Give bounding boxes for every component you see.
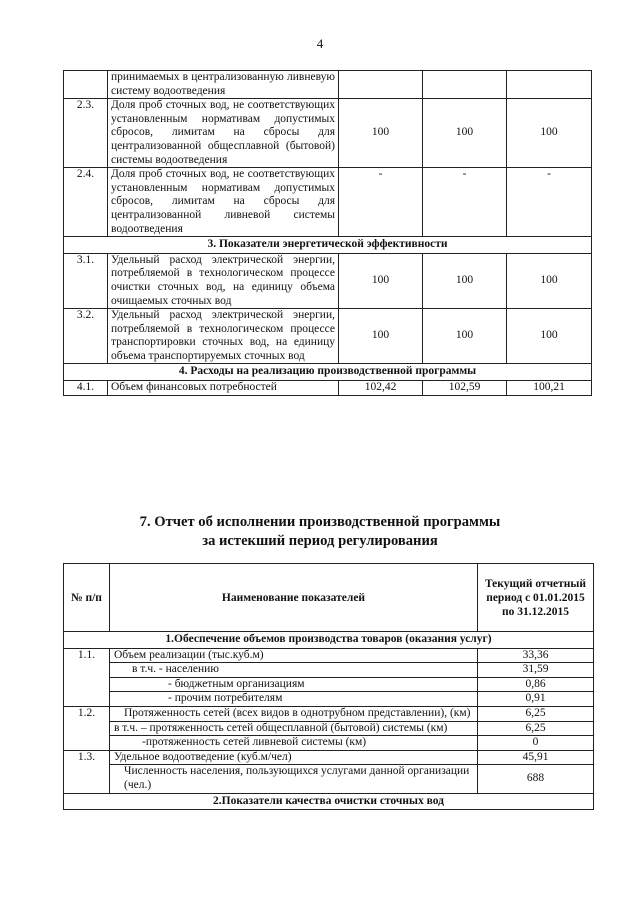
indicator-name: -протяженность сетей ливневой системы (км) [110,736,478,751]
table-row [64,648,594,663]
indicator-name: Удельный расход электрической энергии, потребляемой в технологическом процессе транспортировки сточных вод, на единицу объема транспортируемых сточных вод [108,309,339,364]
indicators-table-continued [63,70,592,396]
indicator-name: - прочим потребителям [110,692,478,707]
report-table [63,563,594,810]
row-number: 3.2. [64,309,108,364]
indicator-name: Объем финансовых потребностей [108,381,339,396]
table-row [64,706,594,721]
row-number: 1.3. [64,750,110,793]
section-header-row [64,793,594,810]
value-cell: 0 [478,736,594,751]
page-number: 4 [316,36,324,51]
value-cell: 31,59 [478,663,594,678]
column-header-number: № п/п [64,564,110,632]
indicator-name: Доля проб сточных вод, не соответствующих установленным нормативам допустимых сбросов, лимитам на сбросы для централизованной общесплавной (бытовой) системы водоотведения [108,99,339,168]
section-header-row [64,237,592,254]
table-row [64,736,594,751]
value-cell: 6,25 [478,721,594,736]
table-row [64,663,594,678]
value-cell: 100 [339,99,423,168]
value-cell: 100 [423,309,507,364]
value-cell: 100,21 [507,381,592,396]
table-row [64,168,592,237]
report-title-line1: 7. Отчет об исполнении производственной программы [139,514,501,530]
value-cell: - [507,168,592,237]
indicator-name: в т.ч. - населению [110,663,478,678]
value-cell: - [339,168,423,237]
row-number: 4.1. [64,381,108,396]
value-cell: - [423,168,507,237]
row-number: 3.1. [64,253,108,308]
value-cell: 6,25 [478,706,594,721]
column-header-name: Наименование показателей [110,564,478,632]
section-title: 1.Обеспечение объемов производства товаров (оказания услуг) [64,632,594,649]
table-row [64,253,592,308]
indicator-name: Удельное водоотведение (куб.м/чел) [110,750,478,765]
column-header-period: Текущий отчетный период с 01.01.2015 по 31.12.2015 [478,564,594,632]
row-number: 1.2. [64,706,110,750]
value-cell: 100 [507,309,592,364]
indicator-name: Объем реализации (тыс.куб.м) [110,648,478,663]
value-cell: 688 [478,765,594,793]
table-row [64,71,592,99]
indicator-name: - бюджетным организациям [110,677,478,692]
table-header-row [64,564,594,632]
indicator-name: в т.ч. – протяженность сетей общесплавной (бытовой) системы (км) [110,721,478,736]
table-row [64,721,594,736]
report-title-line2: за истекший период регулирования [202,533,438,549]
table-row [64,677,594,692]
indicator-name: Численность населения, пользующихся услугами данной организации (чел.) [110,765,478,793]
table-row [64,381,592,396]
table-row [64,99,592,168]
indicator-name: Удельный расход электрической энергии, потребляемой в технологическом процессе очистки сточных вод, на единицу объема очищаемых сточных вод [108,253,339,308]
section-title: 3. Показатели энергетической эффективности [64,237,592,254]
indicator-name: Доля проб сточных вод, не соответствующих установленным нормативам допустимых сбросов, лимитам на сбросы для централизованной ливневой системы водоотведения [108,168,339,237]
section-title: 4. Расходы на реализацию производственной программы [64,364,592,381]
value-cell: 100 [423,99,507,168]
value-cell: 0,86 [478,677,594,692]
table-row [64,765,594,793]
value-cell: 45,91 [478,750,594,765]
value-cell: 100 [507,99,592,168]
value-cell: 102,42 [339,381,423,396]
indicator-name: Протяженность сетей (всех видов в однотрубном представлении), (км) [110,706,478,721]
value-cell: 0,91 [478,692,594,707]
section-header-row [64,364,592,381]
row-number: 2.4. [64,168,108,237]
value-cell [507,71,592,99]
table-row [64,309,592,364]
value-cell: 100 [339,309,423,364]
value-cell: 33,36 [478,648,594,663]
value-cell: 100 [507,253,592,308]
row-number: 1.1. [64,648,110,706]
row-number: 2.3. [64,99,108,168]
indicator-name: принимаемых в централизованную ливневую систему водоотведения [108,71,339,99]
table-row [64,750,594,765]
value-cell: 102,59 [423,381,507,396]
section-title: 2.Показатели качества очистки сточных вод [64,793,594,810]
value-cell: 100 [339,253,423,308]
report-title [0,513,640,551]
value-cell [423,71,507,99]
section-header-row [64,632,594,649]
value-cell [339,71,423,99]
row-number [64,71,108,99]
table-row [64,692,594,707]
value-cell: 100 [423,253,507,308]
